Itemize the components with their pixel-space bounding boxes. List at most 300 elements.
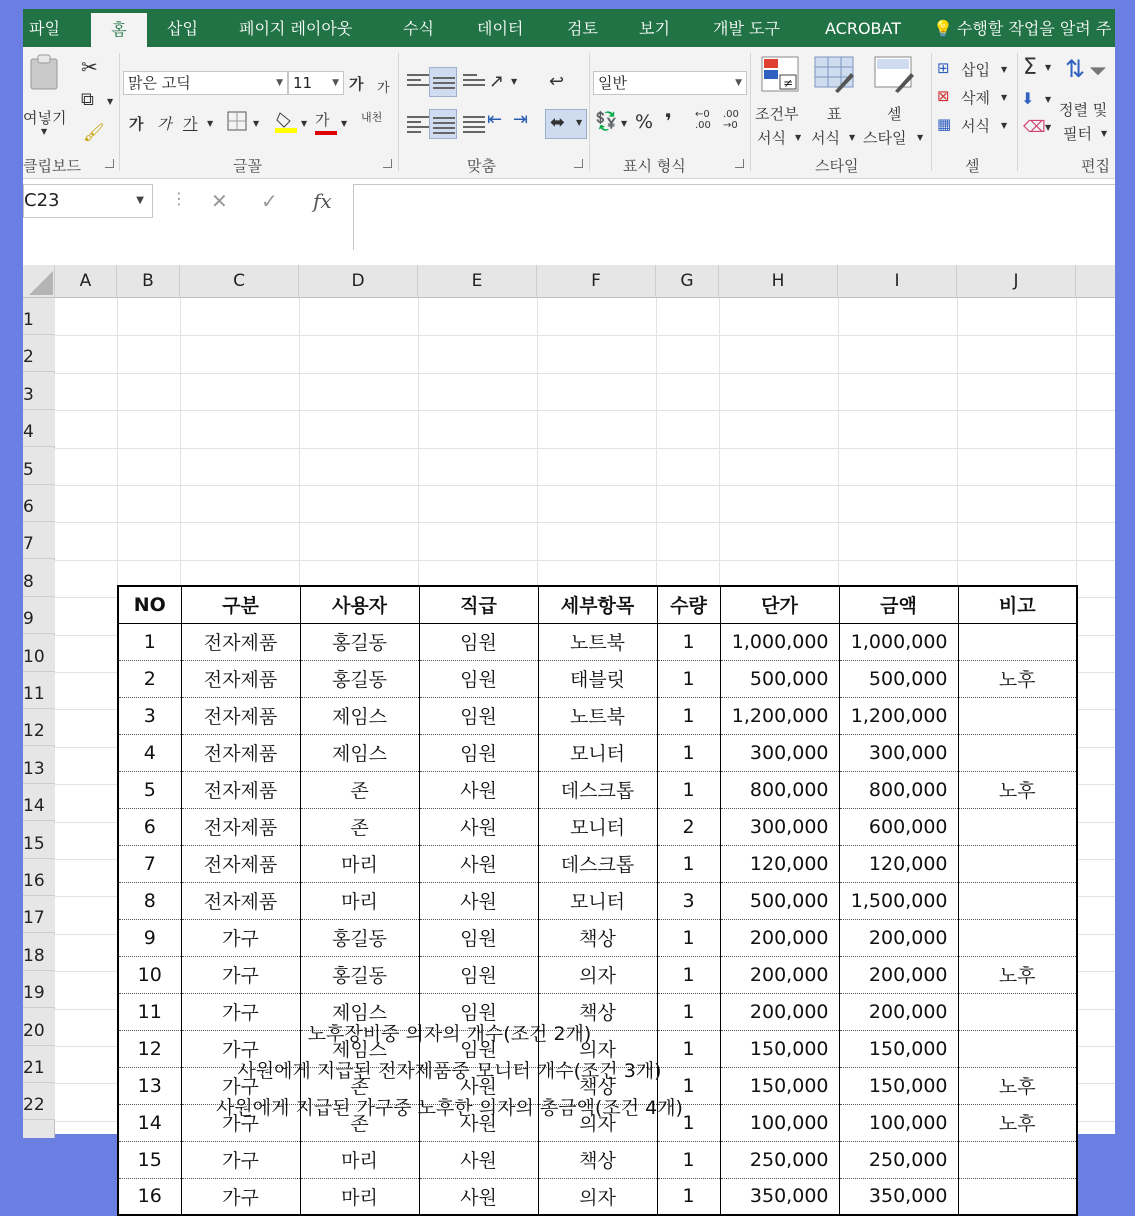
fill-icon[interactable]: ⬇ (1021, 89, 1035, 108)
column-header-f[interactable]: F (537, 265, 656, 298)
font-name-combo[interactable] (123, 71, 288, 95)
cell-unit-price[interactable]: 120,000 (720, 845, 839, 882)
cell-user[interactable]: 제임스 (300, 697, 419, 734)
cell-amount[interactable]: 1,000,000 (839, 623, 958, 660)
row-header[interactable]: 19 (23, 971, 55, 1008)
percent-style-button[interactable]: % (635, 111, 654, 133)
cell-remarks[interactable]: 노후 (958, 1104, 1077, 1141)
font-name-value: 맑은 고딕 (128, 74, 191, 92)
row-header[interactable]: 20 (23, 1009, 55, 1046)
delete-dropdown-icon[interactable]: ▼ (1001, 93, 1008, 102)
cell-no[interactable]: 10 (118, 956, 181, 993)
cell-styles-dropdown-icon[interactable]: ▼ (917, 133, 924, 142)
cell-qty[interactable]: 1 (657, 919, 720, 956)
insert-cells-icon[interactable]: ⊞ (937, 59, 950, 77)
row-header[interactable]: 1 (23, 298, 55, 335)
cell-amount[interactable]: 300,000 (839, 734, 958, 771)
cell-rank[interactable]: 임원 (419, 956, 538, 993)
align-center-icon (433, 114, 455, 137)
row-header[interactable]: 14 (23, 784, 55, 821)
format-as-table-dropdown-icon[interactable]: ▼ (849, 133, 856, 142)
clear-icon[interactable]: ⌫ (1023, 117, 1046, 136)
paste-dropdown-icon[interactable]: ▼ (41, 127, 48, 136)
cell-user[interactable]: 제임스 (300, 1030, 419, 1067)
cell-item[interactable]: 노트북 (538, 697, 657, 734)
fill-dropdown-icon[interactable]: ▼ (1045, 95, 1052, 104)
cell-category[interactable]: 전자제품 (181, 882, 300, 919)
cell-item[interactable]: 책상 (538, 919, 657, 956)
excel-window (23, 9, 1115, 1209)
cell-user[interactable]: 홍길동 (300, 660, 419, 697)
paste-icon[interactable] (25, 53, 65, 91)
cell-no[interactable]: 9 (118, 919, 181, 956)
cell-no[interactable]: 11 (118, 993, 181, 1030)
row-header[interactable]: 13 (23, 747, 55, 784)
align-top-icon[interactable] (407, 71, 429, 89)
number-group-label: 표시 형식 (623, 157, 686, 175)
cell-item[interactable]: 모니터 (538, 808, 657, 845)
cell-styles-icon[interactable] (873, 55, 913, 93)
cell-category[interactable]: 가구 (181, 1178, 300, 1215)
format-dropdown-icon[interactable]: ▼ (1001, 121, 1008, 130)
cell-remarks[interactable] (958, 845, 1077, 882)
group-separator (119, 53, 120, 171)
cell-unit-price[interactable]: 150,000 (720, 1030, 839, 1067)
cell-unit-price[interactable]: 200,000 (720, 919, 839, 956)
cell-item[interactable]: 책상 (538, 993, 657, 1030)
sort-filter-label-2[interactable]: 필터 (1063, 125, 1092, 143)
lightbulb-icon: 💡 (933, 19, 953, 38)
cell-qty[interactable]: 3 (657, 882, 720, 919)
cell-rank[interactable]: 임원 (419, 919, 538, 956)
format-cells-icon[interactable]: ▦ (937, 115, 952, 133)
cell-user[interactable]: 마리 (300, 1141, 419, 1178)
note-line-2[interactable]: 사원에게 지급된 전자제품중 모니터 개수(조건 3개) (237, 1060, 662, 1082)
cell-remarks[interactable] (958, 993, 1077, 1030)
column-header-c[interactable]: C (180, 265, 299, 298)
cell-rank[interactable]: 사원 (419, 1104, 538, 1141)
cell-user[interactable]: 홍길동 (300, 956, 419, 993)
formula-bar (23, 179, 1115, 251)
tell-me-box[interactable] (933, 9, 1111, 47)
format-painter-icon[interactable]: 🖌 (83, 123, 105, 143)
cell-amount[interactable]: 200,000 (839, 993, 958, 1030)
column-header-j[interactable]: J (957, 265, 1076, 298)
row-header[interactable]: 8 (23, 560, 55, 597)
row-header[interactable]: 21 (23, 1046, 55, 1083)
row-header[interactable]: 7 (23, 522, 55, 559)
row-header[interactable]: 15 (23, 822, 55, 859)
row-header[interactable]: 2 (23, 335, 55, 372)
delete-cells-icon[interactable]: ⊠ (937, 87, 950, 105)
cell-unit-price[interactable]: 500,000 (720, 882, 839, 919)
row-header[interactable]: 11 (23, 672, 55, 709)
header-amount[interactable]: 금액 (839, 586, 958, 623)
cell-item[interactable]: 노트북 (538, 623, 657, 660)
header-user[interactable]: 사용자 (300, 586, 419, 623)
cell-remarks[interactable] (958, 697, 1077, 734)
cell-rank[interactable]: 임원 (419, 734, 538, 771)
cell-user[interactable]: 존 (300, 808, 419, 845)
tab-file[interactable]: 파일 (29, 19, 60, 38)
row-header[interactable]: 16 (23, 859, 55, 896)
cell-amount[interactable]: 500,000 (839, 660, 958, 697)
cell-unit-price[interactable]: 150,000 (720, 1067, 839, 1104)
cell-qty[interactable]: 1 (657, 734, 720, 771)
orientation-dropdown-icon[interactable]: ▼ (511, 77, 518, 86)
header-qty[interactable]: 수량 (657, 586, 720, 623)
grow-font-button[interactable]: 가 (349, 75, 364, 93)
cell-amount[interactable]: 600,000 (839, 808, 958, 845)
cell-qty[interactable]: 1 (657, 697, 720, 734)
cell-qty[interactable]: 1 (657, 1141, 720, 1178)
cell-amount[interactable]: 200,000 (839, 919, 958, 956)
font-dialog-launcher-icon[interactable] (383, 159, 392, 168)
insert-cells-button[interactable]: 삽입 (961, 61, 990, 79)
cell-rank[interactable]: 사원 (419, 845, 538, 882)
header-category[interactable]: 구분 (181, 586, 300, 623)
clear-dropdown-icon[interactable]: ▼ (1045, 123, 1052, 132)
cell-qty[interactable]: 1 (657, 623, 720, 660)
number-format-combo[interactable] (593, 71, 747, 95)
cell-remarks[interactable] (958, 1030, 1077, 1067)
cell-unit-price[interactable]: 300,000 (720, 734, 839, 771)
cell-remarks[interactable] (958, 1141, 1077, 1178)
cell-styles-label-2[interactable]: 스타일 (863, 129, 907, 147)
tab-view[interactable]: 보기 (639, 19, 670, 38)
orientation-icon[interactable]: ↗ (489, 71, 505, 92)
align-bottom-icon[interactable] (463, 71, 485, 89)
autosum-dropdown-icon[interactable]: ▼ (1045, 63, 1052, 72)
chevron-down-icon: ▼ (276, 78, 283, 88)
cell-no[interactable]: 15 (118, 1141, 181, 1178)
paste-button-label[interactable]: 여넣기 (23, 109, 67, 127)
cell-user[interactable]: 제임스 (300, 993, 419, 1030)
cell-remarks[interactable] (958, 623, 1077, 660)
select-all-corner[interactable] (23, 265, 55, 298)
bold-button[interactable]: 가 (129, 115, 144, 133)
cell-qty[interactable]: 1 (657, 1178, 720, 1215)
cell-remarks[interactable]: 노후 (958, 956, 1077, 993)
conditional-formatting-label-1[interactable]: 조건부 (755, 105, 799, 123)
cell-qty[interactable]: 1 (657, 1067, 720, 1104)
cell-amount[interactable]: 200,000 (839, 956, 958, 993)
cut-icon[interactable]: ✂ (81, 55, 98, 79)
cell-qty[interactable]: 1 (657, 771, 720, 808)
insert-dropdown-icon[interactable]: ▼ (1001, 65, 1008, 74)
cell-rank[interactable]: 임원 (419, 697, 538, 734)
cell-category[interactable]: 전자제품 (181, 660, 300, 697)
cell-no[interactable]: 13 (118, 1067, 181, 1104)
column-header-b[interactable]: B (117, 265, 180, 298)
delete-cells-button[interactable]: 삭제 (961, 89, 990, 107)
cell-category[interactable]: 전자제품 (181, 771, 300, 808)
cell-item[interactable]: 책상 (538, 1067, 657, 1104)
number-dialog-launcher-icon[interactable] (735, 159, 744, 168)
cell-unit-price[interactable]: 250,000 (720, 1141, 839, 1178)
cell-remarks[interactable] (958, 734, 1077, 771)
header-remarks[interactable]: 비고 (958, 586, 1077, 623)
cell-category[interactable]: 전자제품 (181, 623, 300, 660)
cell-item[interactable]: 데스크톱 (538, 845, 657, 882)
cell-user[interactable]: 마리 (300, 845, 419, 882)
font-size-combo[interactable] (288, 71, 344, 95)
group-separator (931, 53, 932, 171)
increase-indent-icon[interactable]: ⇥ (513, 109, 529, 130)
note-line-1[interactable]: 노후장비중 의자의 개수(조건 2개) (307, 1023, 592, 1045)
row-header[interactable]: 18 (23, 934, 55, 971)
cell-no[interactable]: 14 (118, 1104, 181, 1141)
row-header[interactable]: 5 (23, 448, 55, 485)
header-rank[interactable]: 직급 (419, 586, 538, 623)
cell-category[interactable]: 가구 (181, 1104, 300, 1141)
cell-no[interactable]: 1 (118, 623, 181, 660)
tab-review[interactable]: 검토 (567, 19, 598, 38)
cell-unit-price[interactable]: 300,000 (720, 808, 839, 845)
cancel-icon[interactable]: ✕ (211, 189, 228, 213)
cell-amount[interactable]: 100,000 (839, 1104, 958, 1141)
border-dropdown-icon[interactable]: ▼ (253, 119, 260, 128)
cell-item[interactable]: 책상 (538, 1141, 657, 1178)
cell-remarks[interactable]: 노후 (958, 771, 1077, 808)
cell-category[interactable]: 전자제품 (181, 734, 300, 771)
format-as-table-icon[interactable] (813, 55, 853, 93)
cell-unit-price[interactable]: 500,000 (720, 660, 839, 697)
font-color-button[interactable] (315, 109, 337, 135)
table-row (118, 919, 1077, 956)
alignment-dialog-launcher-icon[interactable] (574, 159, 583, 168)
cell-item[interactable]: 의자 (538, 956, 657, 993)
name-box[interactable] (23, 184, 153, 218)
cell-category[interactable]: 전자제품 (181, 845, 300, 882)
clipboard-dialog-launcher-icon[interactable] (105, 159, 114, 168)
copy-icon[interactable]: ⧉ (81, 89, 94, 110)
cell-rank[interactable]: 임원 (419, 660, 538, 697)
tab-page-layout[interactable]: 페이지 레이아웃 (239, 19, 353, 38)
cell-item[interactable]: 의자 (538, 1178, 657, 1215)
cell-remarks[interactable] (958, 808, 1077, 845)
cell-qty[interactable]: 2 (657, 808, 720, 845)
cell-no[interactable]: 8 (118, 882, 181, 919)
tab-developer[interactable]: 개발 도구 (713, 19, 780, 38)
cell-category[interactable]: 전자제품 (181, 808, 300, 845)
cell-category[interactable]: 가구 (181, 1067, 300, 1104)
tab-acrobat[interactable]: ACROBAT (825, 19, 901, 38)
sort-filter-dropdown-icon[interactable]: ▼ (1101, 129, 1108, 138)
column-header-e[interactable]: E (418, 265, 537, 298)
cell-user[interactable]: 존 (300, 1104, 419, 1141)
note-line-3[interactable]: 사원에게 지급된 가구중 노후한 의자의 총금액(조건 4개) (216, 1097, 683, 1119)
autosum-icon[interactable]: Σ (1023, 55, 1037, 80)
underline-dropdown-icon[interactable]: ▼ (207, 119, 214, 128)
cell-no[interactable]: 2 (118, 660, 181, 697)
cell-no[interactable]: 3 (118, 697, 181, 734)
cell-rank[interactable]: 임원 (419, 1030, 538, 1067)
enter-icon[interactable]: ✓ (261, 189, 278, 213)
column-header-h[interactable]: H (719, 265, 838, 298)
conditional-formatting-label-2[interactable]: 서식 (757, 129, 786, 147)
accounting-dropdown-icon[interactable]: ▼ (621, 119, 628, 128)
cell-qty[interactable]: 1 (657, 1030, 720, 1067)
tab-data[interactable]: 데이터 (477, 19, 524, 38)
table-row (118, 808, 1077, 845)
cell-unit-price[interactable]: 200,000 (720, 993, 839, 1030)
cell-qty[interactable]: 1 (657, 660, 720, 697)
cell-rank[interactable]: 사원 (419, 808, 538, 845)
cell-remarks[interactable]: 노후 (958, 660, 1077, 697)
cell-category[interactable]: 가구 (181, 956, 300, 993)
cell-rank[interactable]: 사원 (419, 771, 538, 808)
align-right-icon[interactable] (463, 113, 485, 136)
cell-rank[interactable]: 사원 (419, 1141, 538, 1178)
cell-styles-label-1[interactable]: 셀 (887, 105, 902, 123)
row-header[interactable]: 10 (23, 635, 55, 672)
cell-remarks[interactable] (958, 919, 1077, 956)
cell-item[interactable]: 모니터 (538, 882, 657, 919)
cell-item[interactable]: 데스크톱 (538, 771, 657, 808)
cell-user[interactable]: 제임스 (300, 734, 419, 771)
align-left-icon[interactable] (407, 113, 429, 136)
sort-filter-label-1[interactable]: 정렬 및 (1059, 101, 1108, 119)
increase-decimal-button[interactable]: ←0 .00 (695, 109, 711, 131)
column-header-d[interactable]: D (299, 265, 418, 298)
comma-style-button[interactable]: ❜ (665, 109, 672, 133)
cell-no[interactable]: 6 (118, 808, 181, 845)
cell-category[interactable]: 가구 (181, 919, 300, 956)
format-as-table-label-1[interactable]: 표 (827, 105, 842, 123)
cell-unit-price[interactable]: 200,000 (720, 956, 839, 993)
format-as-table-label-2[interactable]: 서식 (811, 129, 840, 147)
cell-rank[interactable]: 사원 (419, 882, 538, 919)
cell-rank[interactable]: 임원 (419, 623, 538, 660)
cell-unit-price[interactable]: 350,000 (720, 1178, 839, 1215)
shrink-font-button[interactable]: 가 (377, 81, 390, 96)
cell-item[interactable]: 의자 (538, 1104, 657, 1141)
cell-remarks[interactable] (958, 1178, 1077, 1215)
header-item[interactable]: 세부항목 (538, 586, 657, 623)
row-header[interactable]: 22 (23, 1083, 55, 1120)
merge-center-button[interactable] (545, 109, 587, 139)
cell-amount[interactable]: 120,000 (839, 845, 958, 882)
cell-qty[interactable]: 1 (657, 993, 720, 1030)
cell-amount[interactable]: 1,200,000 (839, 697, 958, 734)
cell-no[interactable]: 12 (118, 1030, 181, 1067)
accounting-format-icon[interactable]: 💱 (595, 111, 618, 132)
cell-rank[interactable]: 사원 (419, 1067, 538, 1104)
formula-input[interactable] (353, 184, 1115, 250)
row-header[interactable]: 4 (23, 410, 55, 447)
worksheet-grid[interactable] (23, 251, 1115, 1209)
conditional-formatting-icon[interactable] (760, 55, 800, 93)
cell-no[interactable]: 5 (118, 771, 181, 808)
cell-qty[interactable]: 1 (657, 845, 720, 882)
tab-insert[interactable]: 삽입 (167, 19, 198, 38)
cell-category[interactable]: 전자제품 (181, 697, 300, 734)
tab-home[interactable]: 홈 (91, 13, 147, 47)
column-header-bar (23, 265, 1115, 298)
border-icon[interactable] (227, 111, 247, 135)
cell-category[interactable]: 가구 (181, 1030, 300, 1067)
cell-item[interactable]: 의자 (538, 1030, 657, 1067)
cell-qty[interactable]: 1 (657, 956, 720, 993)
row-header[interactable]: 9 (23, 597, 55, 634)
cell-unit-price[interactable]: 100,000 (720, 1104, 839, 1141)
align-center-button[interactable] (429, 109, 457, 139)
italic-button[interactable]: 가 (157, 115, 172, 133)
cell-rank[interactable]: 사원 (419, 1178, 538, 1215)
underline-button[interactable]: 가 (183, 115, 198, 133)
chevron-down-icon: ▼ (136, 195, 144, 206)
cell-item[interactable]: 태블릿 (538, 660, 657, 697)
sort-filter-icon[interactable]: ⇅ (1065, 55, 1086, 83)
row-header[interactable]: 12 (23, 709, 55, 746)
insert-function-icon[interactable]: fx (313, 189, 332, 213)
cell-user[interactable]: 마리 (300, 1178, 419, 1215)
cell-remarks[interactable] (958, 882, 1077, 919)
cell-amount[interactable]: 250,000 (839, 1141, 958, 1178)
cell-category[interactable]: 가구 (181, 993, 300, 1030)
cell-no[interactable]: 7 (118, 845, 181, 882)
styles-group-label: 스타일 (815, 157, 859, 175)
align-middle-button[interactable] (429, 67, 457, 97)
cell-amount[interactable]: 150,000 (839, 1030, 958, 1067)
cell-amount[interactable]: 1,500,000 (839, 882, 958, 919)
fill-color-icon[interactable] (275, 109, 297, 137)
wrap-text-icon[interactable]: ↩ (549, 71, 565, 92)
fill-color-dropdown-icon[interactable]: ▼ (301, 119, 308, 128)
cell-user[interactable]: 마리 (300, 882, 419, 919)
cell-unit-price[interactable]: 800,000 (720, 771, 839, 808)
cell-amount[interactable]: 150,000 (839, 1067, 958, 1104)
cell-remarks[interactable]: 노후 (958, 1067, 1077, 1104)
font-color-dropdown-icon[interactable]: ▼ (341, 119, 348, 128)
cell-user[interactable]: 홍길동 (300, 623, 419, 660)
cell-amount[interactable]: 800,000 (839, 771, 958, 808)
header-no[interactable]: NO (118, 586, 181, 623)
copy-dropdown-icon[interactable]: ▼ (107, 97, 114, 106)
chevron-down-icon: ▼ (735, 78, 742, 88)
cell-rank[interactable]: 임원 (419, 993, 538, 1030)
row-header[interactable]: 17 (23, 896, 55, 933)
column-header-i[interactable]: I (838, 265, 957, 298)
cell-user[interactable]: 홍길동 (300, 919, 419, 956)
tab-formulas[interactable]: 수식 (403, 19, 434, 38)
decrease-indent-icon[interactable]: ⇤ (487, 109, 503, 130)
decrease-decimal-button[interactable]: .00 →0 (723, 109, 739, 131)
cell-user[interactable]: 존 (300, 1067, 419, 1104)
cell-item[interactable]: 모니터 (538, 734, 657, 771)
cell-unit-price[interactable]: 1,200,000 (720, 697, 839, 734)
format-cells-button[interactable]: 서식 (961, 117, 990, 135)
cell-unit-price[interactable]: 1,000,000 (720, 623, 839, 660)
cell-qty[interactable]: 1 (657, 1104, 720, 1141)
font-size-value: 11 (293, 74, 313, 92)
phonetic-button[interactable]: 내천 (361, 111, 383, 124)
conditional-formatting-dropdown-icon[interactable]: ▼ (795, 133, 802, 142)
column-header-a[interactable]: A (55, 265, 117, 298)
chevron-down-icon: ▼ (332, 78, 339, 88)
table-row (118, 882, 1077, 919)
cell-no[interactable]: 16 (118, 1178, 181, 1215)
row-header[interactable]: 6 (23, 485, 55, 522)
column-header-g[interactable]: G (656, 265, 719, 298)
cell-amount[interactable]: 350,000 (839, 1178, 958, 1215)
row-header[interactable]: 3 (23, 373, 55, 410)
cell-no[interactable]: 4 (118, 734, 181, 771)
header-unit-price[interactable]: 단가 (720, 586, 839, 623)
cell-category[interactable]: 가구 (181, 1141, 300, 1178)
cell-user[interactable]: 존 (300, 771, 419, 808)
